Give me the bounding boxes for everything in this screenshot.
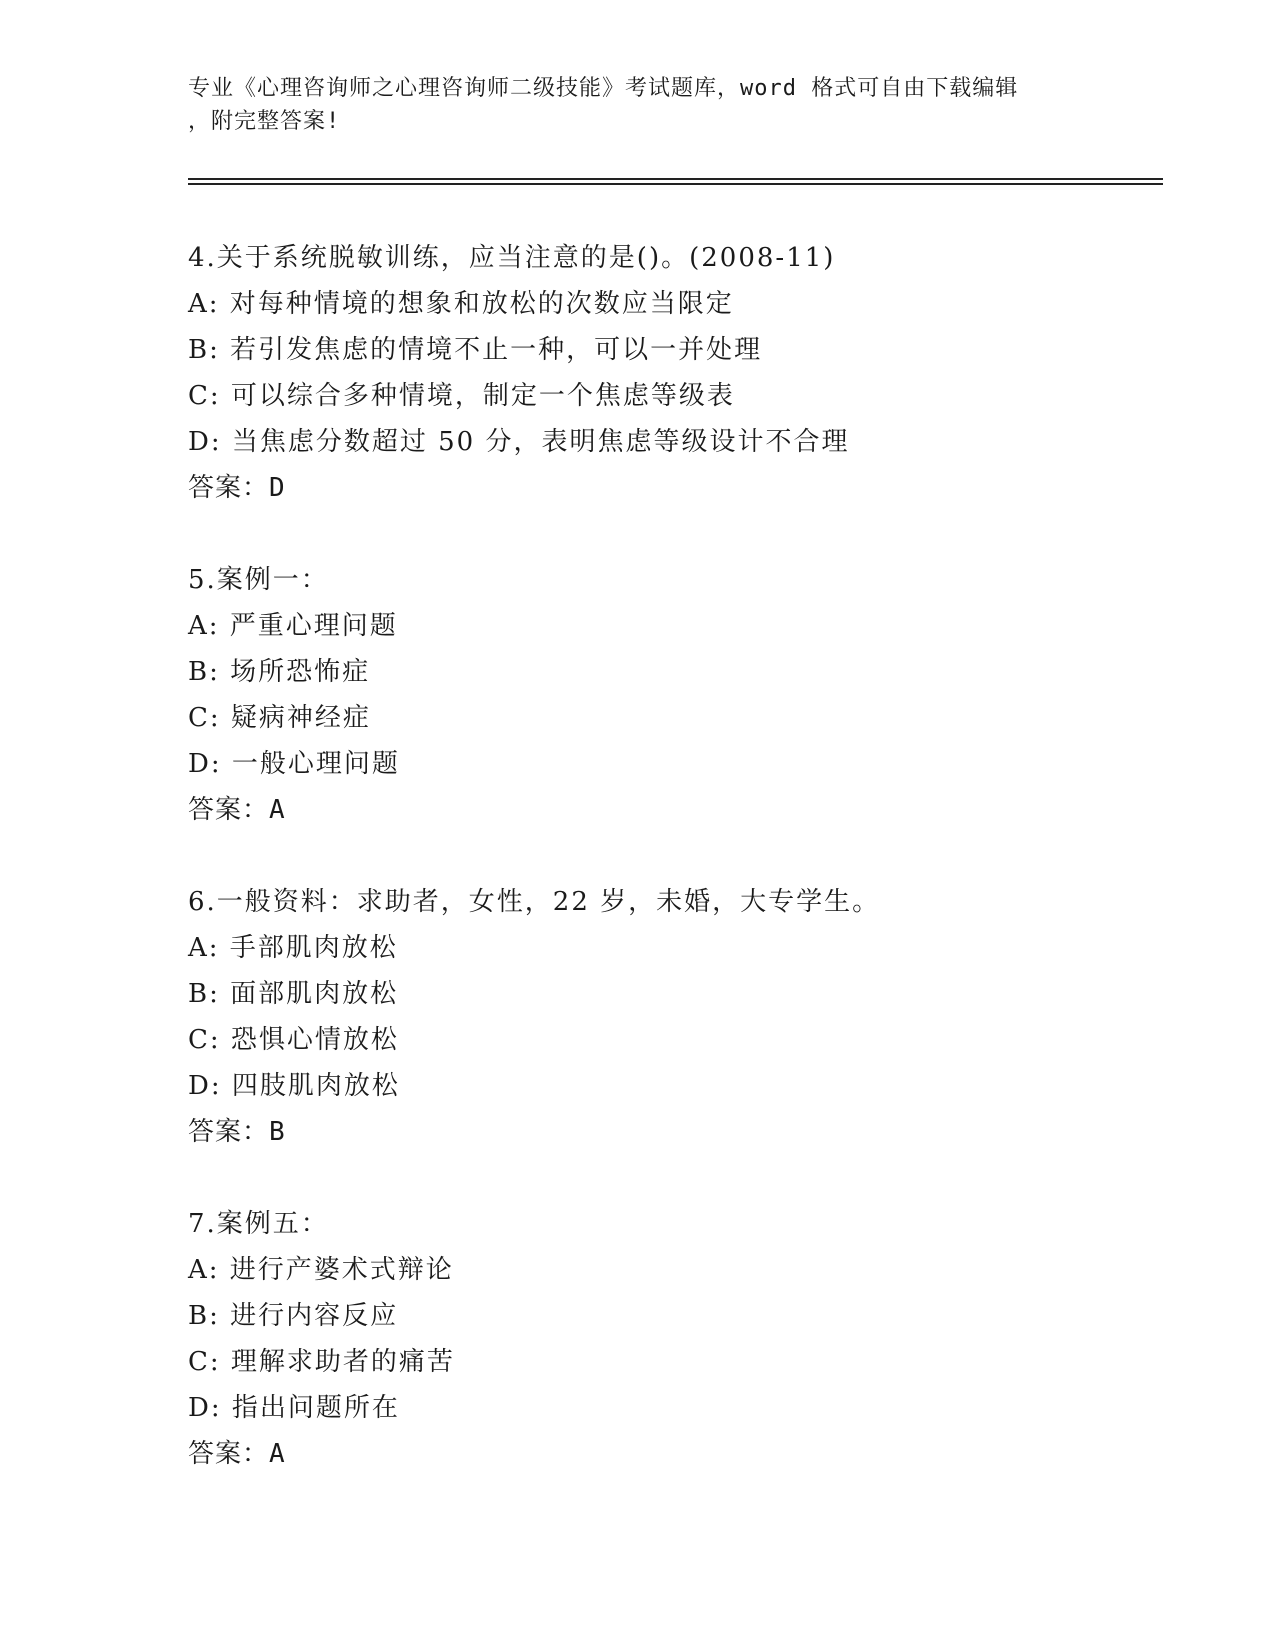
- option-c: C: 可以综合多种情境，制定一个焦虑等级表: [188, 381, 735, 411]
- option-b: B: 进行内容反应: [188, 1301, 399, 1331]
- option-a: A: 手部肌肉放松: [188, 933, 398, 963]
- question-stem: 5.案例一：: [188, 565, 329, 595]
- option-b: B: 若引发焦虑的情境不止一种，可以一并处理: [188, 335, 763, 365]
- question-7: [188, 1201, 1168, 1477]
- option-a: A: 对每种情境的想象和放松的次数应当限定: [188, 289, 734, 319]
- question-list: [188, 235, 1168, 1523]
- question-stem: 4.关于系统脱敏训练，应当注意的是()。(2008-11): [188, 243, 836, 273]
- option-a: A: 严重心理问题: [188, 611, 398, 641]
- answer-line: 答案：A: [188, 795, 286, 825]
- option-c: C: 疑病神经症: [188, 703, 371, 733]
- option-d: D: 当焦虑分数超过 50 分，表明焦虑等级设计不合理: [188, 427, 850, 457]
- question-6: [188, 879, 1168, 1155]
- option-a: A: 进行产婆术式辩论: [188, 1255, 454, 1285]
- header-line-1: 专业《心理咨询师之心理咨询师二级技能》考试题库，word 格式可自由下载编辑: [188, 76, 1019, 101]
- option-d: D: 指出问题所在: [188, 1393, 400, 1423]
- option-c: C: 恐惧心情放松: [188, 1025, 399, 1055]
- option-b: B: 面部肌肉放松: [188, 979, 399, 1009]
- header-divider-top: [188, 178, 1163, 180]
- header-line-2: ，附完整答案!: [188, 109, 341, 134]
- question-stem: 6.一般资料：求助者，女性，22 岁，未婚，大专学生。: [188, 887, 881, 917]
- header-divider-bottom: [188, 183, 1163, 185]
- document-header: [188, 72, 1088, 138]
- option-b: B: 场所恐怖症: [188, 657, 371, 687]
- answer-line: 答案：D: [188, 473, 286, 503]
- question-stem: 7.案例五：: [188, 1209, 329, 1239]
- answer-line: 答案：B: [188, 1117, 286, 1147]
- question-4: [188, 235, 1168, 511]
- option-d: D: 四肢肌肉放松: [188, 1071, 400, 1101]
- answer-line: 答案：A: [188, 1439, 286, 1469]
- option-c: C: 理解求助者的痛苦: [188, 1347, 455, 1377]
- option-d: D: 一般心理问题: [188, 749, 400, 779]
- question-5: [188, 557, 1168, 833]
